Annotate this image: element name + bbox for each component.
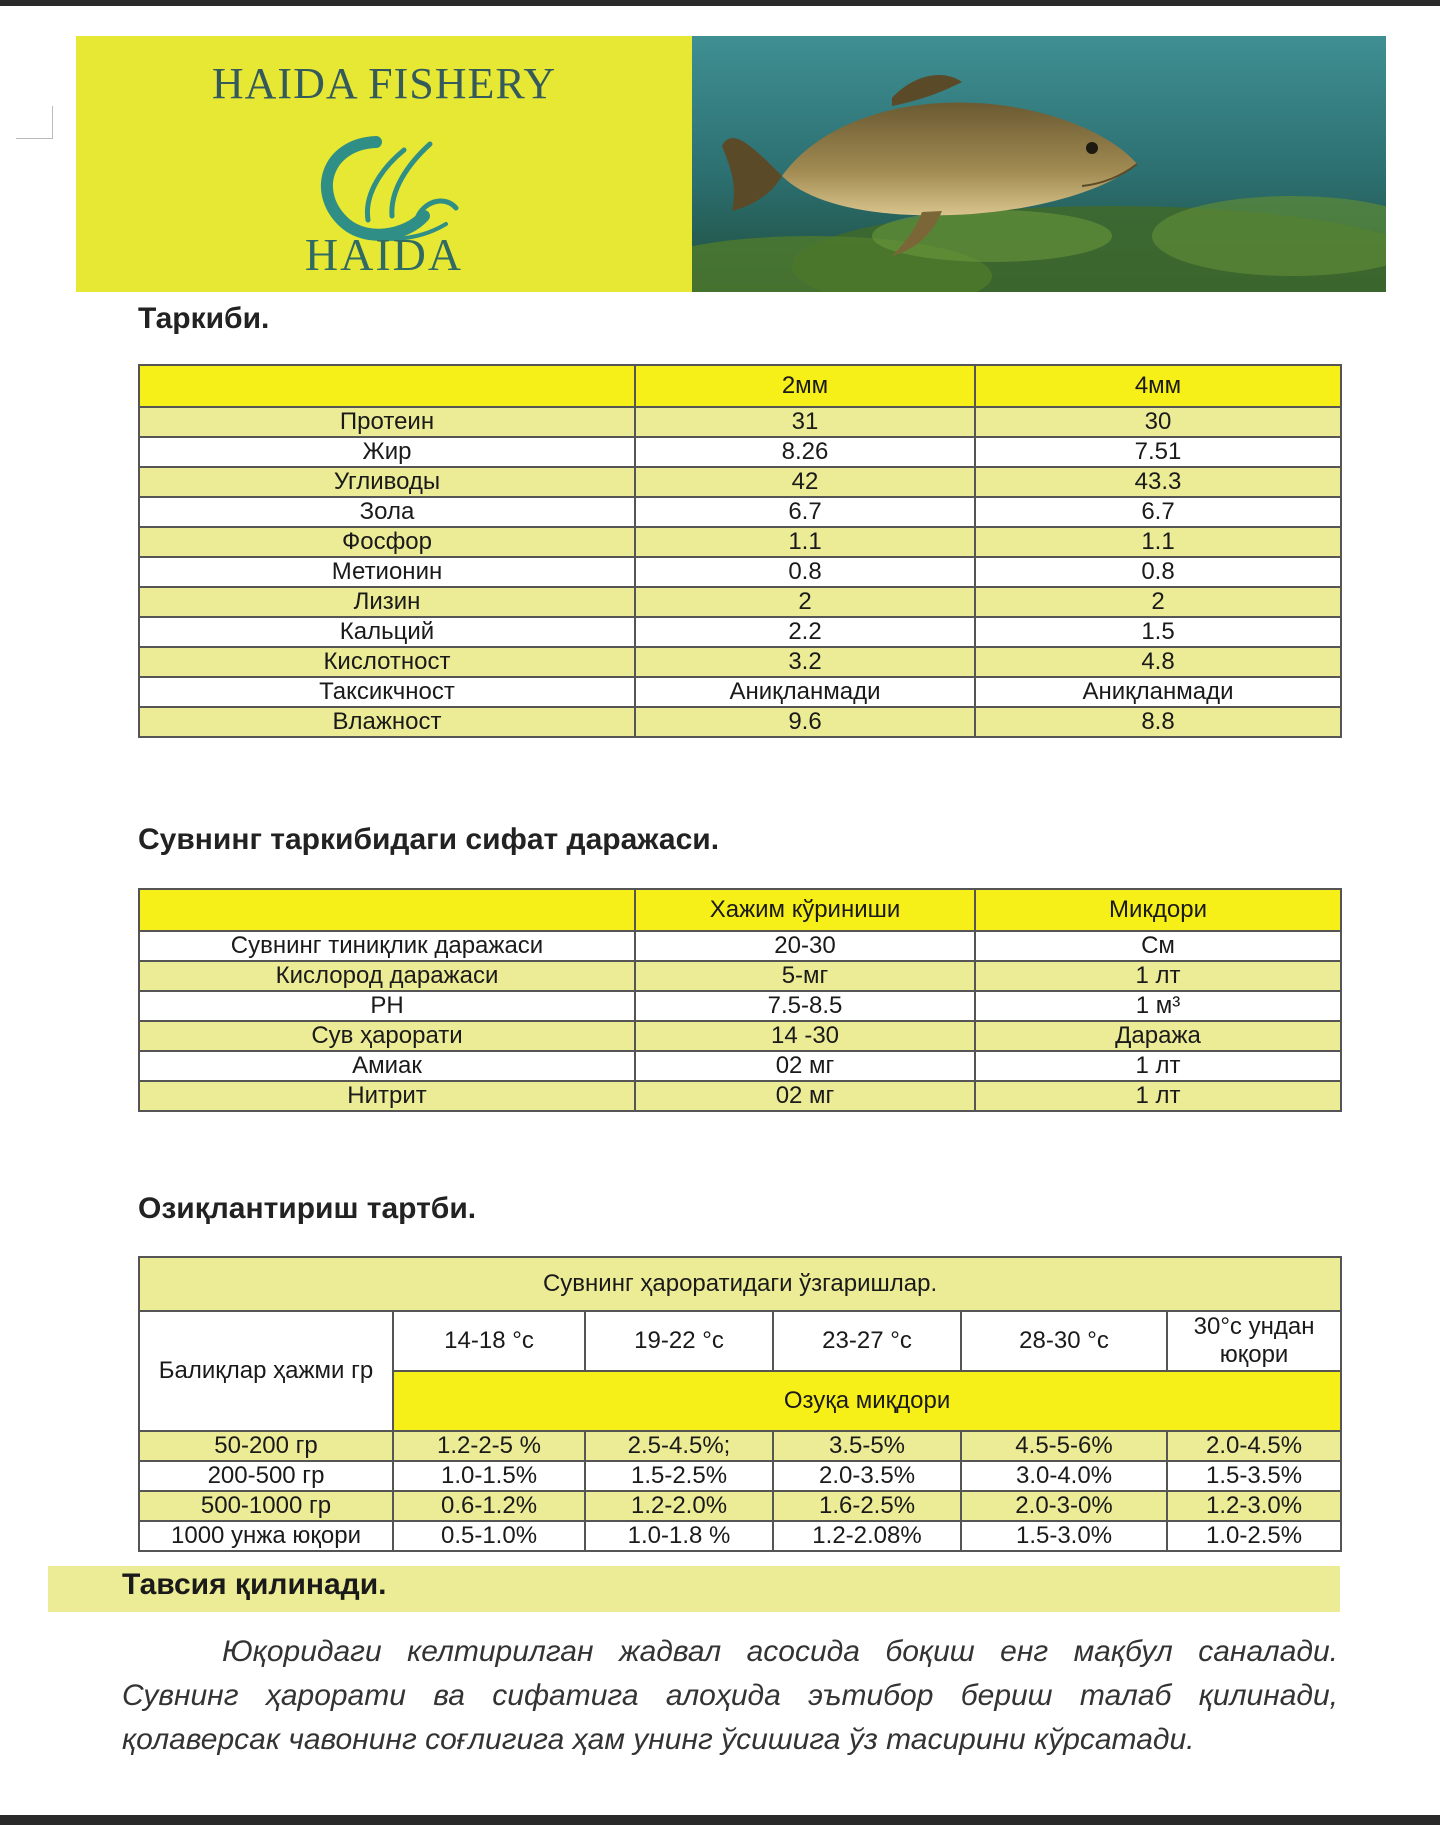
row-label: Угливоды	[139, 467, 635, 497]
header-cell	[139, 889, 635, 931]
row-label: Кислотност	[139, 647, 635, 677]
carp-photo	[692, 36, 1386, 292]
row-label: 500-1000 гр	[139, 1491, 393, 1521]
table-row	[139, 527, 1341, 557]
temperature-cell: 14-18 °с	[393, 1311, 585, 1371]
cell: 1.5-3.0%	[961, 1521, 1167, 1551]
table-row	[139, 961, 1341, 991]
row-label: Влажност	[139, 707, 635, 737]
temperature-cell: 23-27 °с	[773, 1311, 961, 1371]
table-row	[139, 467, 1341, 497]
table-row	[139, 647, 1341, 677]
feed-amount-label: Озуқа миқдори	[393, 1371, 1341, 1431]
water-quality-title: Сувнинг таркибидаги сифат даражаси.	[138, 823, 720, 856]
cell: 1 м³	[975, 991, 1341, 1021]
table-row	[139, 1461, 1341, 1491]
table-row	[139, 991, 1341, 1021]
table-row	[139, 437, 1341, 467]
cell: Аниқланмади	[975, 677, 1341, 707]
header-cell: Микдори	[975, 889, 1341, 931]
brand-panel	[76, 36, 692, 292]
cell: 5-мг	[635, 961, 975, 991]
table-row	[139, 1051, 1341, 1081]
cell: 1 лт	[975, 961, 1341, 991]
table-row	[139, 1431, 1341, 1461]
table-row	[139, 407, 1341, 437]
row-label: Метионин	[139, 557, 635, 587]
cell: 1.2-3.0%	[1167, 1491, 1341, 1521]
table-row	[139, 931, 1341, 961]
row-label: Сувнинг тиниқлик даражаси	[139, 931, 635, 961]
cell: 1 лт	[975, 1081, 1341, 1111]
cell: 3.2	[635, 647, 975, 677]
composition-title: Таркиби.	[138, 302, 270, 335]
table-row	[139, 707, 1341, 737]
page-corner-mark	[16, 106, 53, 139]
cell: 8.26	[635, 437, 975, 467]
table-row	[139, 1021, 1341, 1051]
row-label: Жир	[139, 437, 635, 467]
cell: 2.2	[635, 617, 975, 647]
fish-size-header: Балиқлар ҳажми гр	[139, 1311, 393, 1431]
cell: 0.5-1.0%	[393, 1521, 585, 1551]
table-row	[139, 497, 1341, 527]
row-label: Кальций	[139, 617, 635, 647]
brand-title: HAIDA FISHERY	[211, 59, 557, 108]
cell: 2.0-3-0%	[961, 1491, 1167, 1521]
cell: 1.5-2.5%	[585, 1461, 773, 1491]
cell: 1.0-2.5%	[1167, 1521, 1341, 1551]
cell: 43.3	[975, 467, 1341, 497]
cell: 2	[975, 587, 1341, 617]
cell: 1 лт	[975, 1051, 1341, 1081]
cell: Аниқланмади	[635, 677, 975, 707]
cell: 4.8	[975, 647, 1341, 677]
header-cell: 4мм	[975, 365, 1341, 407]
feeding-table	[138, 1256, 1342, 1552]
row-label: Зола	[139, 497, 635, 527]
cell: 31	[635, 407, 975, 437]
row-label: Амиак	[139, 1051, 635, 1081]
table-row	[139, 1521, 1341, 1551]
table-row	[139, 557, 1341, 587]
cell: 0.8	[975, 557, 1341, 587]
water-quality-table	[138, 888, 1342, 1112]
cell: 1.0-1.8 %	[585, 1521, 773, 1551]
cell: 20-30	[635, 931, 975, 961]
banner	[76, 36, 1386, 292]
temperature-cell: 19-22 °с	[585, 1311, 773, 1371]
row-label: Протеин	[139, 407, 635, 437]
header-cell: 2мм	[635, 365, 975, 407]
cell: 1.2-2-5 %	[393, 1431, 585, 1461]
cell: 1.1	[635, 527, 975, 557]
cell: 2.0-3.5%	[773, 1461, 961, 1491]
cell: 9.6	[635, 707, 975, 737]
row-label: 200-500 гр	[139, 1461, 393, 1491]
header-cell: Хажим кўриниши	[635, 889, 975, 931]
brand-subtitle: HAIDA	[304, 229, 464, 280]
recommendation-title: Тавсия қилинади.	[122, 1568, 387, 1601]
row-label: Кислород даражаси	[139, 961, 635, 991]
cell: 02 мг	[635, 1081, 975, 1111]
temperature-cell: 28-30 °с	[961, 1311, 1167, 1371]
temperature-caption: Сувнинг ҳароратидаги ўзгаришлар.	[139, 1257, 1341, 1311]
cell: 3.0-4.0%	[961, 1461, 1167, 1491]
temperature-cell: 30°с ундан юқори	[1167, 1311, 1341, 1371]
cell: 1.5	[975, 617, 1341, 647]
cell: 0.6-1.2%	[393, 1491, 585, 1521]
row-label: 1000 унжа юқори	[139, 1521, 393, 1551]
row-label: Нитрит	[139, 1081, 635, 1111]
table-row	[139, 617, 1341, 647]
cell: 1.1	[975, 527, 1341, 557]
cell: 30	[975, 407, 1341, 437]
cell: 1.2-2.0%	[585, 1491, 773, 1521]
cell: 42	[635, 467, 975, 497]
cell: 8.8	[975, 707, 1341, 737]
row-label: 50-200 гр	[139, 1431, 393, 1461]
cell: 7.5-8.5	[635, 991, 975, 1021]
carp-underwater-image	[692, 36, 1386, 292]
cell: Даража	[975, 1021, 1341, 1051]
row-label: Таксикчност	[139, 677, 635, 707]
table-row	[139, 1491, 1341, 1521]
row-label: PH	[139, 991, 635, 1021]
table-row	[139, 677, 1341, 707]
table-caption-row	[139, 1257, 1341, 1311]
cell: 1.5-3.5%	[1167, 1461, 1341, 1491]
cell: 1.0-1.5%	[393, 1461, 585, 1491]
table-header-row	[139, 365, 1341, 407]
cell: 2.0-4.5%	[1167, 1431, 1341, 1461]
top-edge	[0, 0, 1440, 6]
cell: 7.51	[975, 437, 1341, 467]
cell: 6.7	[635, 497, 975, 527]
composition-table	[138, 364, 1342, 738]
cell: 1.2-2.08%	[773, 1521, 961, 1551]
row-label: Лизин	[139, 587, 635, 617]
row-label: Фосфор	[139, 527, 635, 557]
cell: 0.8	[635, 557, 975, 587]
table-row	[139, 1081, 1341, 1111]
feeding-title: Озиқлантириш тартби.	[138, 1192, 477, 1225]
row-label: Сув ҳарорати	[139, 1021, 635, 1051]
recommendation-text: Юқоридаги келтирилган жадвал асосида боқиш енг мақбул саналади. Сувнинг ҳарорати ва сифатига алоҳида эътибор бериш талаб қилинади, қолаверсак чавонинг соғлигига ҳам унинг ўсишига ўз тасирини кўрсатади.	[122, 1635, 1338, 1756]
header-cell	[139, 365, 635, 407]
cell: 2.5-4.5%;	[585, 1431, 773, 1461]
temperature-row	[139, 1311, 1341, 1371]
table-row	[139, 587, 1341, 617]
cell: См	[975, 931, 1341, 961]
cell: 14 -30	[635, 1021, 975, 1051]
cell: 1.6-2.5%	[773, 1491, 961, 1521]
cell: 2	[635, 587, 975, 617]
table-header-row	[139, 889, 1341, 931]
cell: 6.7	[975, 497, 1341, 527]
cell: 02 мг	[635, 1051, 975, 1081]
cell: 4.5-5-6%	[961, 1431, 1167, 1461]
cell: 3.5-5%	[773, 1431, 961, 1461]
bottom-edge	[0, 1815, 1440, 1825]
